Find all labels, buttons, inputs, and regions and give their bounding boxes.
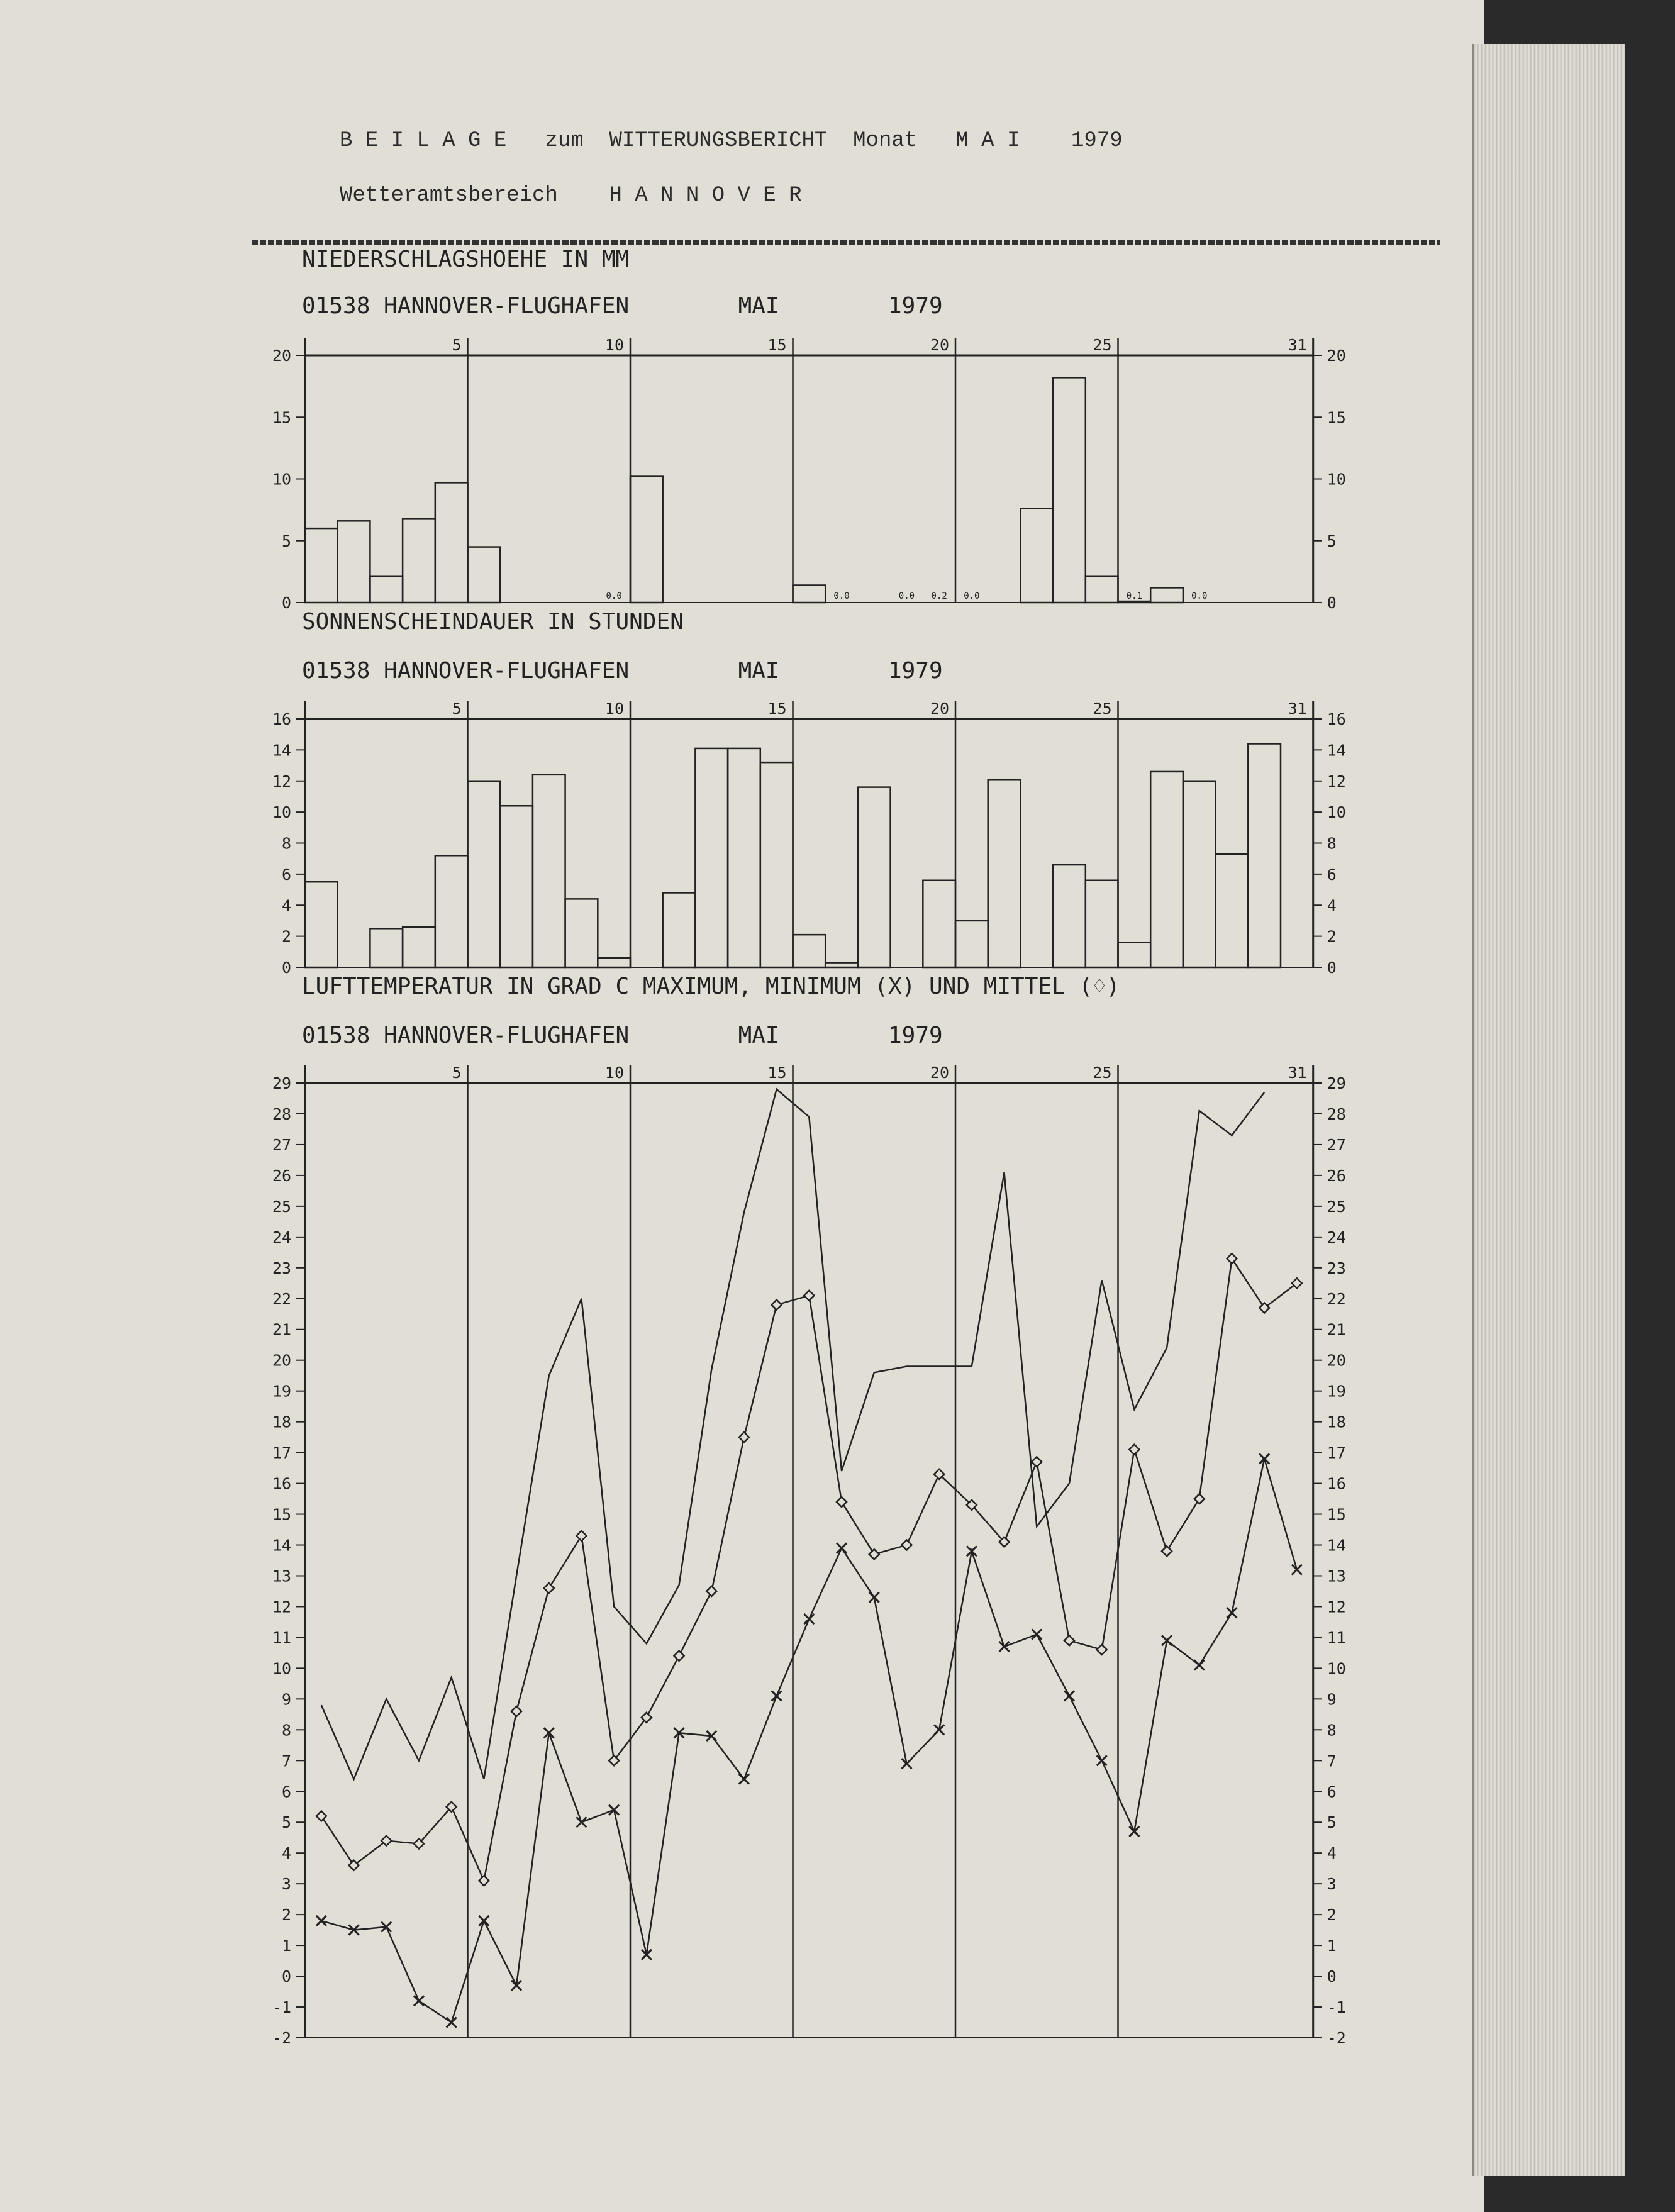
temp-min-marker: [414, 1996, 424, 2006]
temp-mean-marker: [772, 1300, 782, 1310]
temp-y-tick-label-left: 20: [272, 1351, 291, 1370]
temp-y-tick-label-left: 17: [272, 1443, 291, 1462]
temp-y-tick-label-left: -1: [272, 1998, 291, 2017]
sun-bar: [793, 935, 826, 967]
sun-bar: [500, 806, 533, 967]
sun-bar: [955, 921, 988, 967]
precip-bar: [403, 518, 435, 603]
precip-bar: [370, 577, 403, 603]
temp-y-tick-label-left: 29: [272, 1074, 291, 1092]
temp-y-tick-label-right: 10: [1327, 1659, 1346, 1678]
temp-x-tick-label: 10: [604, 1064, 624, 1082]
temp-y-tick-label-left: 21: [272, 1320, 291, 1339]
temp-min-marker: [739, 1774, 749, 1784]
temp-y-tick-label-right: 15: [1327, 1505, 1346, 1524]
precip-bar-value-label: 0.0: [833, 591, 850, 601]
temp-y-tick-label-right: 28: [1327, 1104, 1346, 1123]
precip-y-tick-label-left: 20: [272, 347, 291, 365]
precip-bar: [1150, 587, 1183, 603]
temp-y-tick-label-right: 1: [1327, 1937, 1337, 1955]
temp-mean-marker: [1032, 1457, 1042, 1467]
temp-mean-marker: [901, 1540, 911, 1550]
temp-mean-marker: [1064, 1635, 1074, 1645]
temperature-chart: [272, 974, 1346, 2047]
temp-x-tick-label: 31: [1288, 1064, 1307, 1082]
precipitation-subtitle: 01538 HANNOVER-FLUGHAFEN MAI 1979: [302, 293, 943, 319]
sun-bar: [695, 748, 728, 967]
temp-y-tick-label-left: 11: [272, 1628, 291, 1647]
precip-y-tick-label-left: 0: [281, 594, 291, 612]
temp-mean-marker: [479, 1876, 489, 1886]
temp-y-tick-label-left: 10: [272, 1659, 291, 1678]
precip-bar: [793, 585, 826, 603]
temp-mean-marker: [869, 1549, 879, 1559]
temp-y-tick-label-right: 17: [1327, 1443, 1346, 1462]
sun-bar: [988, 779, 1021, 967]
temp-min-marker: [447, 2018, 457, 2028]
temp-min-marker: [1292, 1565, 1302, 1575]
temp-min-marker: [804, 1614, 814, 1624]
temp-y-tick-label-left: 22: [272, 1289, 291, 1308]
precip-y-tick-label-right: 10: [1327, 470, 1346, 489]
temp-y-tick-label-left: 18: [272, 1413, 291, 1431]
sun-y-tick-label-left: 4: [281, 896, 291, 915]
sun-bar: [1118, 943, 1151, 968]
temp-y-tick-label-left: 23: [272, 1259, 291, 1277]
sunshine-title: SONNENSCHEINDAUER IN STUNDEN: [302, 609, 684, 635]
temp-y-tick-label-right: 20: [1327, 1351, 1346, 1370]
sun-x-tick-label: 25: [1093, 699, 1112, 718]
temp-y-tick-label-left: 3: [281, 1875, 291, 1894]
sun-y-tick-label-left: 2: [281, 927, 291, 946]
precip-y-tick-label-left: 5: [281, 531, 291, 550]
precip-y-tick-label-right: 15: [1327, 408, 1346, 427]
precip-bar: [1086, 577, 1118, 603]
temp-mean-marker: [1227, 1253, 1237, 1264]
temp-y-tick-label-right: 9: [1327, 1690, 1337, 1709]
temp-x-tick-label: 25: [1093, 1064, 1112, 1082]
temp-y-tick-label-left: 25: [272, 1197, 291, 1216]
sun-bar: [370, 928, 403, 967]
temp-y-tick-label-right: 2: [1327, 1906, 1337, 1925]
sun-bar: [305, 882, 338, 967]
temp-mean-marker: [1162, 1546, 1172, 1556]
temp-mean-marker: [511, 1706, 521, 1716]
temp-mean-marker: [544, 1583, 554, 1593]
temp-y-tick-label-right: 23: [1327, 1259, 1346, 1277]
temp-y-tick-label-right: 13: [1327, 1567, 1346, 1586]
temp-mean-marker: [1194, 1494, 1205, 1504]
temp-y-tick-label-right: 22: [1327, 1289, 1346, 1308]
temp-y-tick-label-right: 29: [1327, 1074, 1346, 1092]
temp-min-marker: [1032, 1630, 1042, 1640]
sun-bar: [825, 963, 858, 967]
temp-mean-marker: [1129, 1445, 1139, 1455]
temp-y-tick-label-right: 27: [1327, 1135, 1346, 1154]
sun-bar: [1086, 881, 1118, 967]
sun-bar: [565, 899, 598, 967]
temp-mean-marker: [674, 1651, 684, 1661]
temp-min-marker: [837, 1543, 847, 1553]
precip-bar-value-label: 0.0: [898, 591, 915, 601]
temp-mean-marker: [739, 1432, 749, 1442]
sun-y-tick-label-left: 14: [272, 741, 291, 760]
temp-min-marker: [479, 1916, 489, 1926]
sun-bar: [1216, 854, 1249, 967]
temp-y-tick-label-right: 12: [1327, 1598, 1346, 1616]
temp-min-marker: [1097, 1755, 1107, 1765]
temp-y-tick-label-left: 14: [272, 1536, 291, 1555]
report-header-line1: B E I L A G E zum WITTERUNGSBERICHT Monat M A I 1979: [340, 129, 1123, 153]
sun-x-tick-label: 15: [767, 699, 787, 718]
precip-x-tick-label: 15: [767, 336, 787, 354]
temp-mean-marker: [804, 1291, 814, 1301]
precip-bar: [630, 477, 663, 603]
sun-bar: [1183, 781, 1216, 967]
sun-y-tick-label-left: 8: [281, 834, 291, 853]
precipitation-chart: [272, 247, 1346, 612]
sun-y-tick-label-right: 2: [1327, 927, 1337, 946]
precip-y-tick-label-right: 5: [1327, 531, 1337, 550]
temp-y-tick-label-left: 27: [272, 1135, 291, 1154]
precip-bar: [338, 521, 370, 603]
precip-bar: [305, 528, 338, 603]
precip-bar: [1020, 509, 1053, 603]
temp-y-tick-label-left: 28: [272, 1104, 291, 1123]
temp-x-tick-label: 5: [452, 1064, 462, 1082]
temp-x-tick-label: 15: [767, 1064, 787, 1082]
temp-y-tick-label-right: -1: [1327, 1998, 1346, 2017]
precip-bar: [1118, 601, 1151, 603]
book-page-edges: [1472, 44, 1625, 2176]
precip-bar-value-label: 0.1: [1126, 591, 1142, 601]
precip-bar: [1053, 377, 1086, 603]
sun-x-tick-label: 5: [452, 699, 462, 718]
precip-y-tick-label-right: 0: [1327, 594, 1337, 612]
sun-y-tick-label-right: 6: [1327, 865, 1337, 884]
sun-bar: [728, 748, 760, 967]
temp-y-tick-label-left: 24: [272, 1228, 291, 1247]
temp-y-tick-label-left: 2: [281, 1906, 291, 1925]
temp-y-tick-label-right: 19: [1327, 1382, 1346, 1401]
temp-min-marker: [999, 1642, 1010, 1652]
sun-bar: [1248, 744, 1281, 968]
report-header-line2: Wetteramtsbereich H A N N O V E R: [340, 184, 802, 208]
precip-bar: [468, 547, 501, 603]
temp-mean-marker: [837, 1497, 847, 1507]
temp-mean-marker: [576, 1531, 586, 1541]
temp-y-tick-label-right: 5: [1327, 1813, 1337, 1832]
temp-y-tick-label-left: -2: [272, 2029, 291, 2047]
sunshine-chart: [272, 609, 1346, 977]
sun-x-tick-label: 10: [604, 699, 624, 718]
sun-bar: [760, 762, 793, 967]
temp-y-tick-label-right: 18: [1327, 1413, 1346, 1431]
precip-bar-value-label: 0.2: [931, 591, 947, 601]
sun-y-tick-label-left: 10: [272, 803, 291, 822]
temp-y-tick-label-left: 26: [272, 1166, 291, 1185]
sun-bar: [663, 893, 696, 968]
temp-mean-marker: [706, 1586, 716, 1596]
precip-x-tick-label: 10: [604, 336, 624, 354]
sun-y-tick-label-left: 0: [281, 959, 291, 977]
sun-y-tick-label-left: 6: [281, 865, 291, 884]
temp-x-tick-label: 20: [930, 1064, 949, 1082]
temp-y-tick-label-left: 13: [272, 1567, 291, 1586]
sun-bar: [1053, 865, 1086, 967]
sunshine-subtitle: 01538 HANNOVER-FLUGHAFEN MAI 1979: [302, 658, 943, 684]
temp-y-tick-label-right: 24: [1327, 1228, 1346, 1247]
sun-bar: [435, 855, 468, 967]
sun-y-tick-label-right: 0: [1327, 959, 1337, 977]
temp-y-tick-label-right: 14: [1327, 1536, 1346, 1555]
sun-bar: [1150, 772, 1183, 967]
temp-mean-marker: [316, 1811, 326, 1821]
sun-x-tick-label: 31: [1288, 699, 1307, 718]
temp-y-tick-label-left: 19: [272, 1382, 291, 1401]
precip-bar: [435, 482, 468, 603]
sun-bar: [468, 781, 501, 967]
sun-bar: [858, 787, 891, 967]
sun-y-tick-label-right: 12: [1327, 772, 1346, 791]
temp-y-tick-label-left: 6: [281, 1782, 291, 1801]
precip-y-tick-label-left: 10: [272, 470, 291, 489]
sun-y-tick-label-left: 16: [272, 710, 291, 728]
temp-y-tick-label-left: 15: [272, 1505, 291, 1524]
temp-y-tick-label-left: 8: [281, 1721, 291, 1740]
temp-min-marker: [1064, 1691, 1074, 1701]
sun-y-tick-label-right: 10: [1327, 803, 1346, 822]
precip-x-tick-label: 25: [1093, 336, 1112, 354]
temp-y-tick-label-left: 16: [272, 1474, 291, 1493]
precip-y-tick-label-left: 15: [272, 408, 291, 427]
temp-y-tick-label-right: 11: [1327, 1628, 1346, 1647]
temp-y-tick-label-right: 6: [1327, 1782, 1337, 1801]
sun-y-tick-label-right: 8: [1327, 834, 1337, 853]
temp-y-tick-label-left: 0: [281, 1967, 291, 1986]
temp-y-tick-label-left: 1: [281, 1937, 291, 1955]
sun-y-tick-label-right: 16: [1327, 710, 1346, 728]
temp-y-tick-label-right: 0: [1327, 1967, 1337, 1986]
temp-y-tick-label-right: 3: [1327, 1875, 1337, 1894]
temp-y-tick-label-left: 4: [281, 1844, 291, 1863]
temp-mean-marker: [1097, 1645, 1107, 1655]
temp-y-tick-label-left: 9: [281, 1690, 291, 1709]
temp-y-tick-label-left: 12: [272, 1598, 291, 1616]
precip-bar-value-label: 0.0: [606, 591, 622, 601]
sun-x-tick-label: 20: [930, 699, 949, 718]
temp-y-tick-label-right: -2: [1327, 2029, 1346, 2047]
sun-y-tick-label-left: 12: [272, 772, 291, 791]
sun-bar: [598, 958, 630, 967]
precip-y-tick-label-right: 20: [1327, 347, 1346, 365]
precip-x-tick-label: 31: [1288, 336, 1307, 354]
temp-min-marker: [576, 1817, 586, 1827]
temp-y-tick-label-left: 5: [281, 1813, 291, 1832]
precip-x-tick-label: 20: [930, 336, 949, 354]
temp-y-tick-label-right: 4: [1327, 1844, 1337, 1863]
temp-y-tick-label-left: 7: [281, 1752, 291, 1770]
temp-min-marker: [1194, 1660, 1205, 1670]
temp-y-tick-label-right: 7: [1327, 1752, 1337, 1770]
temperature-subtitle: 01538 HANNOVER-FLUGHAFEN MAI 1979: [302, 1023, 943, 1048]
temp-y-tick-label-right: 25: [1327, 1197, 1346, 1216]
temperature-title: LUFTTEMPERATUR IN GRAD C MAXIMUM, MINIMUM (X) UND MITTEL (♢): [302, 974, 1120, 999]
sun-y-tick-label-right: 14: [1327, 741, 1346, 760]
temp-min-marker: [772, 1691, 782, 1701]
temp-y-tick-label-right: 26: [1327, 1166, 1346, 1185]
temp-y-tick-label-right: 8: [1327, 1721, 1337, 1740]
sun-bar: [923, 881, 955, 967]
precip-x-tick-label: 5: [452, 336, 462, 354]
temp-y-tick-label-right: 21: [1327, 1320, 1346, 1339]
precip-bar-value-label: 0.0: [1191, 591, 1208, 601]
sun-y-tick-label-right: 4: [1327, 896, 1337, 915]
precipitation-title: NIEDERSCHLAGSHOEHE IN MM: [302, 247, 630, 272]
precip-bar-value-label: 0.0: [964, 591, 980, 601]
temp-y-tick-label-right: 16: [1327, 1474, 1346, 1493]
sun-bar: [533, 775, 565, 967]
sun-bar: [403, 927, 435, 967]
temp-min-marker: [316, 1916, 326, 1926]
